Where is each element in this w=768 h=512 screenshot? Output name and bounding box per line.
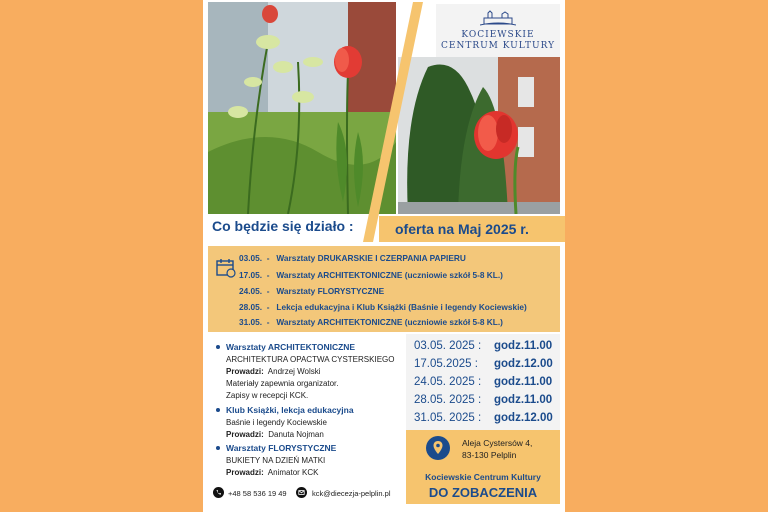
item3-lead bbox=[226, 468, 318, 477]
item1-lead bbox=[226, 367, 321, 376]
footer-org: Kociewskie Centrum Kultury bbox=[425, 472, 541, 482]
item1-subtitle: ARCHITEKTURA OPACTWA CYSTERSKIEGO bbox=[226, 355, 395, 364]
schedule-row bbox=[239, 253, 466, 263]
logo-building-icon bbox=[480, 10, 516, 26]
schedule-row bbox=[239, 302, 527, 312]
item2-subtitle: Baśnie i legendy Kociewskie bbox=[226, 418, 327, 427]
schedule-row bbox=[239, 270, 503, 280]
event-poster bbox=[203, 0, 565, 512]
time-hour: godz.11.00 bbox=[494, 394, 553, 406]
schedule-text: Warsztaty DRUKARSKIE I CZERPANIA PAPIERU bbox=[276, 253, 466, 263]
email-icon bbox=[296, 487, 307, 498]
details-panel bbox=[208, 334, 406, 480]
bullet-icon bbox=[216, 446, 220, 450]
time-hour: godz.11.00 bbox=[494, 340, 553, 352]
item3-subtitle: BUKIETY NA DZIEŃ MATKI bbox=[226, 456, 326, 465]
schedule-dash: - bbox=[264, 253, 275, 263]
lead-name: Andrzej Wolski bbox=[267, 367, 321, 376]
time-date: 28.05. 2025 : bbox=[414, 394, 482, 406]
footer-panel bbox=[406, 430, 560, 504]
calendar-icon bbox=[216, 258, 236, 278]
schedule-date: 24.05. bbox=[239, 286, 263, 296]
headline-right: oferta na Maj 2025 r. bbox=[395, 221, 529, 237]
contact-bar bbox=[208, 482, 406, 504]
diagonal-stripe bbox=[353, 2, 423, 242]
item1-title: Warsztaty ARCHITEKTONICZNE bbox=[226, 342, 356, 352]
footer-tagline: DO ZOBACZENIA bbox=[428, 485, 538, 500]
schedule-row bbox=[239, 317, 503, 327]
logo bbox=[436, 4, 560, 57]
address-line1: Aleja Cystersów 4, bbox=[462, 438, 533, 448]
schedule-dash: - bbox=[264, 317, 275, 327]
item2-title: Klub Książki, lekcja edukacyjna bbox=[226, 405, 354, 415]
bullet-icon bbox=[216, 408, 220, 412]
schedule-text: Warsztaty FLORYSTYCZNE bbox=[276, 286, 385, 296]
headline-left: Co będzie się działo : bbox=[212, 218, 354, 234]
logo-line1: KOCIEWSKIE bbox=[461, 30, 535, 40]
contact-email[interactable]: kck@diecezja-pelplin.pl bbox=[312, 489, 391, 498]
schedule-text: Warsztaty ARCHITEKTONICZNE (uczniowie szkół 5-8 KL.) bbox=[276, 317, 503, 327]
schedule-row bbox=[239, 286, 384, 296]
time-hour: godz.11.00 bbox=[494, 376, 553, 388]
item2-lead bbox=[226, 430, 324, 439]
lead-label: Prowadzi: bbox=[226, 430, 264, 439]
bullet-icon bbox=[216, 345, 220, 349]
time-date: 24.05. 2025 : bbox=[414, 376, 482, 388]
schedule-date: 17.05. bbox=[239, 270, 263, 280]
location-pin-icon bbox=[426, 436, 450, 460]
address-line2: 83-130 Pelplin bbox=[462, 450, 517, 460]
contact-phone[interactable]: +48 58 536 19 49 bbox=[228, 489, 287, 498]
schedule-dash: - bbox=[264, 270, 275, 280]
schedule-text: Warsztaty ARCHITEKTONICZNE (uczniowie szkół 5-8 KL.) bbox=[276, 270, 503, 280]
schedule-dash: - bbox=[264, 286, 275, 296]
schedule-date: 03.05. bbox=[239, 253, 263, 263]
schedule-dash: - bbox=[264, 302, 275, 312]
lead-label: Prowadzi: bbox=[226, 468, 264, 477]
logo-line2: CENTRUM KULTURY bbox=[440, 41, 556, 51]
schedule-date: 28.05. bbox=[239, 302, 263, 312]
lead-name: Danuta Nojman bbox=[268, 430, 324, 439]
item3-title: Warsztaty FLORYSTYCZNE bbox=[226, 443, 337, 453]
schedule-panel bbox=[208, 246, 560, 332]
lead-name: Animator KCK bbox=[267, 468, 319, 477]
time-date: 03.05. 2025 : bbox=[414, 340, 482, 352]
headline-right-box bbox=[379, 216, 565, 242]
lead-label: Prowadzi: bbox=[226, 367, 264, 376]
item1-note1: Materiały zapewnia organizator. bbox=[226, 379, 339, 388]
item1-note2: Zapisy w recepcji KCK. bbox=[226, 391, 309, 400]
time-date: 31.05. 2025 : bbox=[414, 412, 482, 424]
time-date: 17.05.2025 : bbox=[414, 358, 478, 370]
phone-icon bbox=[213, 487, 224, 498]
schedule-text: Lekcja edukacyjna i Klub Książki (Baśnie i legendy Kociewskie) bbox=[276, 302, 527, 312]
schedule-date: 31.05. bbox=[239, 317, 263, 327]
time-hour: godz.12.00 bbox=[494, 412, 553, 424]
time-hour: godz.12.00 bbox=[494, 358, 553, 370]
